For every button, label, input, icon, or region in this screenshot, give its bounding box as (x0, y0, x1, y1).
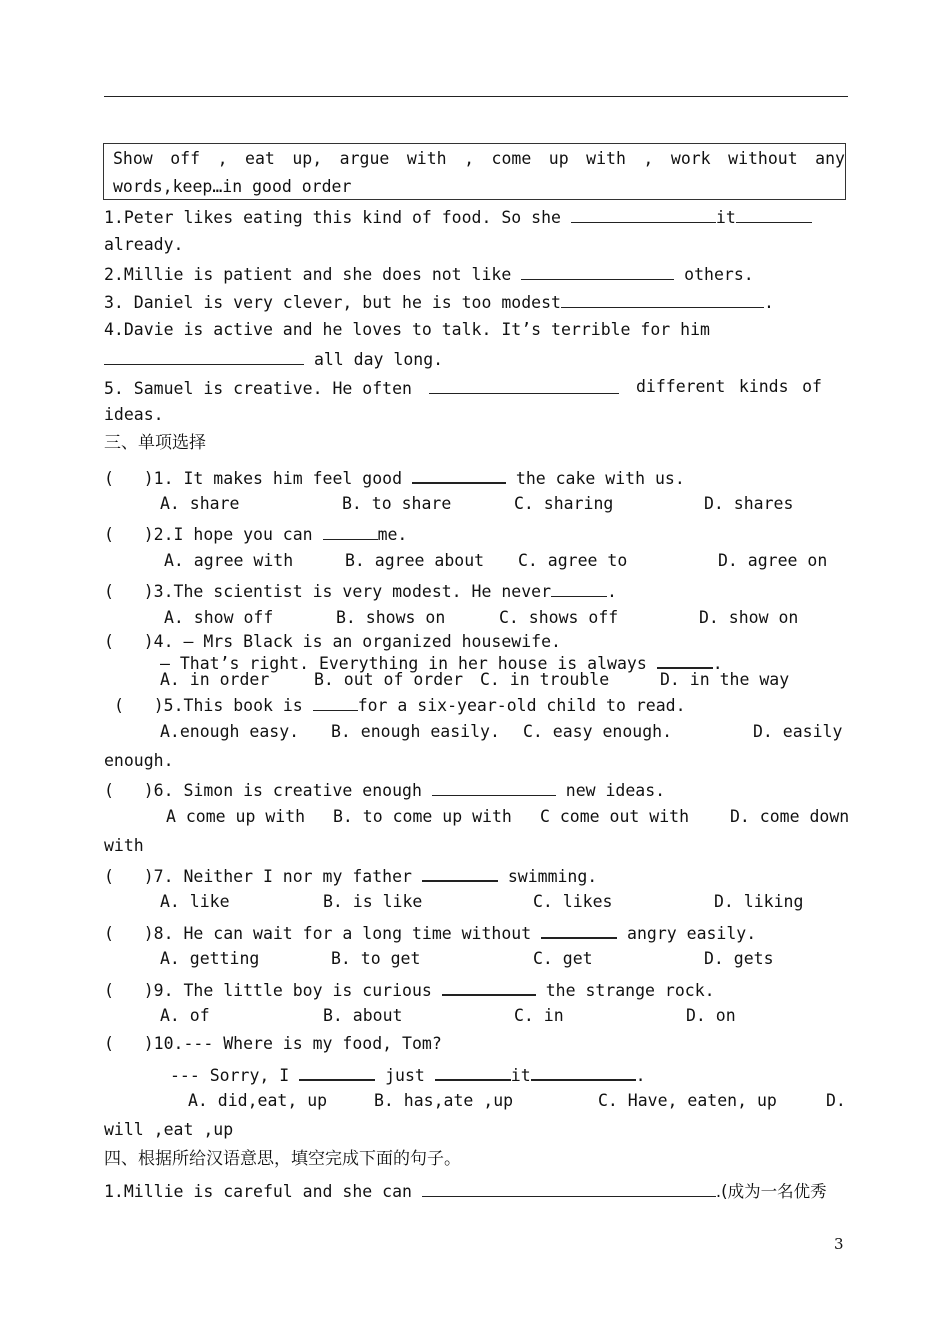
mc-question-10-reply-text-b: just (385, 1066, 425, 1085)
option-d[interactable]: D. gets (704, 949, 774, 968)
option-a[interactable]: A come up with (166, 807, 306, 826)
option-d[interactable]: D. easily (753, 722, 843, 741)
answer-blank[interactable] (104, 348, 304, 365)
option-b[interactable]: B. to get (331, 949, 421, 968)
mc-question-6-stem: ( )6. Simon is creative enough (104, 781, 422, 800)
answer-blank[interactable] (299, 1063, 375, 1081)
mc-question-6-cont: with (104, 836, 144, 855)
mc-question-7 (104, 864, 848, 887)
mc-question-3 (104, 580, 848, 602)
mc-question-8-stem-b: angry easily. (627, 924, 757, 943)
translation-question-1-hint: .(成为一名优秀 (715, 1182, 827, 1201)
option-d[interactable]: D. (826, 1091, 846, 1110)
mc-question-10-reply-end: . (635, 1066, 646, 1085)
option-d[interactable]: D. in the way (660, 670, 790, 689)
fill-question-2-text-b: others. (684, 265, 754, 284)
section-3-heading: 三、单项选择 (104, 433, 206, 453)
mc-question-9-stem: ( )9. The little boy is curious (104, 981, 432, 1000)
option-b[interactable]: B. is like (323, 892, 423, 911)
mc-question-5 (114, 694, 858, 716)
answer-blank[interactable] (432, 779, 556, 796)
fill-question-1 (104, 206, 848, 228)
mc-question-9 (104, 978, 848, 1001)
option-b[interactable]: B. shows on (336, 608, 446, 627)
answer-blank[interactable] (422, 1180, 716, 1197)
fill-question-5-cont: ideas. (104, 405, 164, 424)
option-d[interactable]: D. agree on (718, 551, 828, 570)
mc-question-8 (104, 921, 848, 944)
mc-question-6-stem-b: new ideas. (565, 781, 666, 800)
option-a[interactable]: A. agree with (164, 551, 294, 570)
translation-question-1 (104, 1180, 848, 1202)
option-c[interactable]: C. shows off (499, 608, 619, 627)
fill-question-5 (104, 377, 848, 399)
answer-blank[interactable] (422, 864, 498, 882)
mc-question-3-stem: ( )3.The scientist is very modest. He never (104, 582, 552, 601)
mc-question-10-reply-text-c: it (510, 1066, 531, 1085)
answer-blank[interactable] (657, 651, 713, 669)
option-a[interactable]: A. in order (160, 670, 270, 689)
option-c[interactable]: C. get (533, 949, 593, 968)
answer-blank[interactable] (323, 523, 378, 540)
option-b[interactable]: B. to come up with (333, 807, 512, 826)
mc-question-10-cont: will ,eat ,up (104, 1120, 234, 1139)
option-a[interactable]: A. like (160, 892, 230, 911)
mc-question-1-stem-b: the cake with us. (515, 469, 685, 488)
word-box-line-2: words,keep…in good order (113, 177, 352, 196)
answer-blank[interactable] (442, 978, 536, 996)
fill-question-1-text: 1.Peter likes eating this kind of food. So she (104, 208, 561, 227)
mc-question-6 (104, 779, 848, 801)
fill-question-1-text-b: it (715, 208, 736, 227)
option-b[interactable]: B. about (323, 1006, 403, 1025)
mc-question-5-cont: enough. (104, 751, 174, 770)
option-a[interactable]: A. show off (164, 608, 274, 627)
option-c[interactable]: C. Have, eaten, up (598, 1091, 777, 1110)
option-a[interactable]: A. getting (160, 949, 260, 968)
option-d[interactable]: D. shares (704, 494, 794, 513)
option-c[interactable]: C. likes (533, 892, 613, 911)
option-c[interactable]: C. agree to (518, 551, 628, 570)
section-4-heading: 四、根据所给汉语意思，填空完成下面的句子。 (104, 1149, 461, 1169)
page-number: 3 (834, 1235, 844, 1253)
mc-question-10-reply-text: --- Sorry, I (170, 1066, 290, 1085)
mc-question-10: ( )10.--- Where is my food, Tom? (104, 1034, 442, 1053)
header-rule (104, 96, 848, 97)
fill-question-4-cont (104, 348, 848, 370)
fill-question-3-text-b: . (763, 293, 774, 312)
option-b[interactable]: B. out of order (314, 670, 464, 689)
fill-question-5-text: 5. Samuel is creative. He often (104, 379, 412, 398)
fill-question-2 (104, 263, 848, 285)
option-c[interactable]: C. in trouble (480, 670, 610, 689)
option-b[interactable]: B. enough easily. (331, 722, 500, 741)
mc-question-4: ( )4. — Mrs Black is an organized housewife. (104, 632, 561, 651)
option-c[interactable]: C. in (514, 1006, 564, 1025)
mc-question-9-stem-b: the strange rock. (545, 981, 715, 1000)
option-c[interactable]: C. easy enough. (523, 722, 673, 741)
fill-question-1-cont: already. (104, 235, 184, 254)
answer-blank[interactable] (561, 291, 764, 308)
mc-question-10-reply (170, 1063, 914, 1086)
option-d[interactable]: D. liking (714, 892, 804, 911)
answer-blank[interactable] (541, 921, 617, 939)
answer-blank[interactable] (551, 580, 607, 597)
answer-blank[interactable] (531, 1063, 636, 1081)
answer-blank[interactable] (736, 206, 812, 223)
mc-question-1 (104, 466, 848, 489)
option-a[interactable]: A. share (160, 494, 240, 513)
option-a[interactable]: A. of (160, 1006, 210, 1025)
option-a[interactable]: A. did,eat, up (188, 1091, 328, 1110)
option-c[interactable]: C come out with (540, 807, 690, 826)
option-b[interactable]: B. agree about (345, 551, 485, 570)
mc-question-2-stem: ( )2.I hope you can (104, 525, 313, 544)
option-d[interactable]: D. show on (699, 608, 799, 627)
fill-question-2-text: 2.Millie is patient and she does not like (104, 265, 512, 284)
option-d[interactable]: D. come down (730, 807, 850, 826)
mc-question-5-stem-b: for a six-year-old child to read. (357, 696, 686, 715)
option-a[interactable]: A.enough easy. (160, 722, 300, 741)
mc-question-3-stem-b: . (607, 582, 617, 601)
mc-question-7-stem-b: swimming. (507, 867, 598, 886)
option-b[interactable]: B. has,ate ,up (374, 1091, 514, 1110)
mc-question-2 (104, 523, 848, 545)
answer-blank[interactable] (521, 263, 674, 280)
mc-question-4-reply-text: — That’s right. Everything in her house is always (160, 654, 647, 673)
word-box-line-1: Show off , eat up, argue with , come up with , work without any (113, 149, 845, 168)
mc-question-1-stem: ( )1. It makes him feel good (104, 469, 403, 488)
answer-blank[interactable] (313, 694, 358, 711)
fill-question-3 (104, 291, 848, 313)
fill-question-4-text-b: all day long. (313, 350, 444, 369)
translation-question-1-text: 1.Millie is careful and she can (104, 1182, 412, 1201)
option-b[interactable]: B. to share (342, 494, 452, 513)
answer-blank[interactable] (412, 466, 506, 484)
mc-question-4-reply-end: . (712, 654, 723, 673)
answer-blank[interactable] (435, 1063, 511, 1081)
fill-question-3-text: 3. Daniel is very clever, but he is too modest (104, 293, 561, 312)
mc-question-7-stem: ( )7. Neither I nor my father (104, 867, 412, 886)
mc-question-8-stem: ( )8. He can wait for a long time without (104, 924, 532, 943)
fill-question-5-text-b: different kinds of (635, 377, 822, 396)
answer-blank[interactable] (429, 377, 619, 394)
fill-question-4: 4.Davie is active and he loves to talk. It’s terrible for him (104, 320, 710, 339)
option-c[interactable]: C. sharing (514, 494, 614, 513)
option-d[interactable]: D. on (686, 1006, 736, 1025)
mc-question-2-stem-b: me. (377, 525, 408, 544)
answer-blank[interactable] (571, 206, 716, 223)
mc-question-5-stem: ( )5.This book is (114, 696, 303, 715)
